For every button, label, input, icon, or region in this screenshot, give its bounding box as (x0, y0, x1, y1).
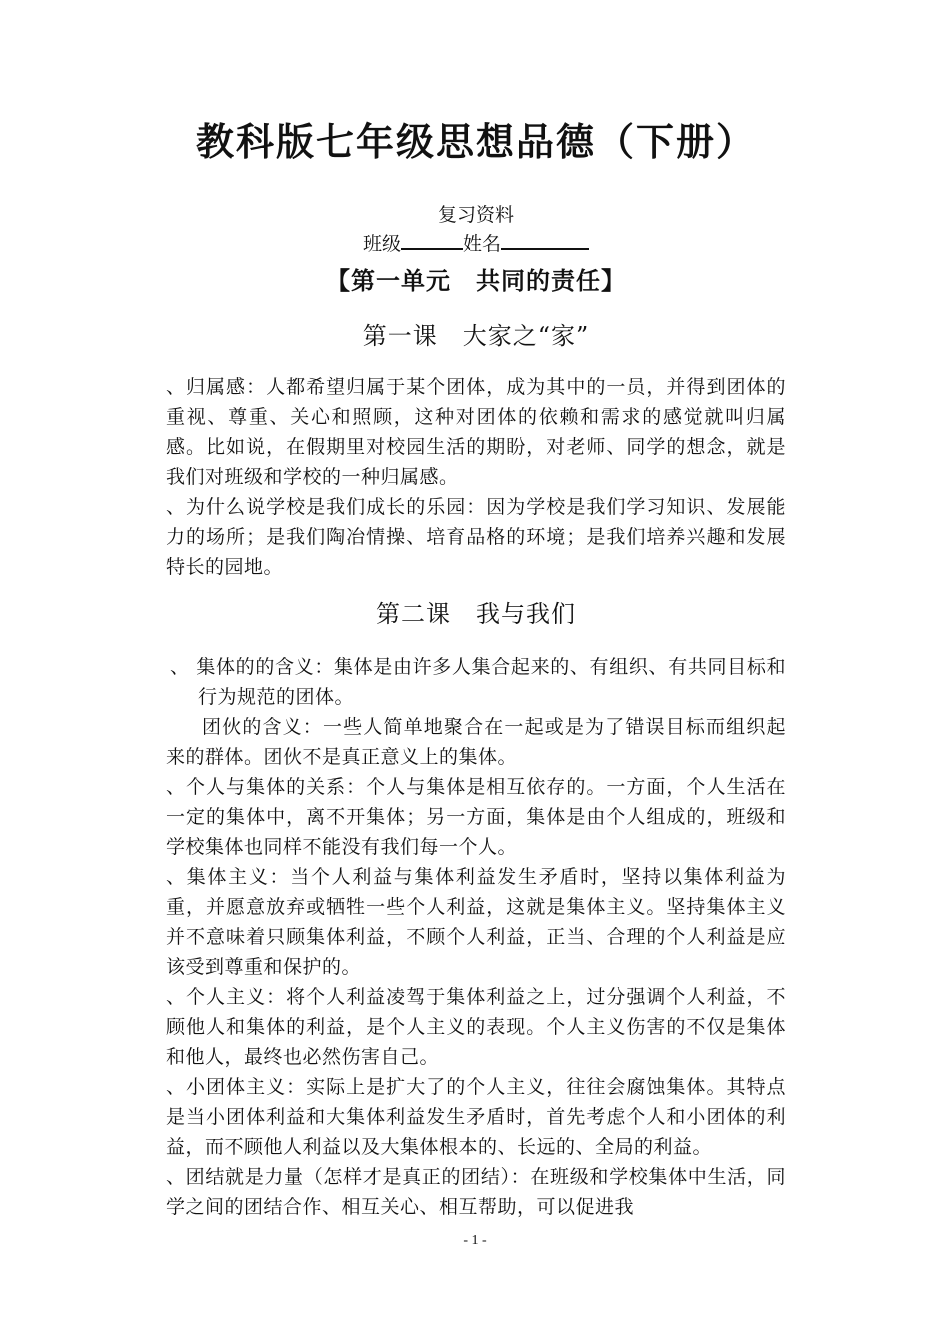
unit-heading: 【第一单元 共同的责任】 (326, 266, 626, 295)
lesson1-paragraph: 、归属感：人都希望归属于某个团体，成为其中的一员，并得到团体的重视、尊重、关心和照顾，这种对团体的依赖和需求的感觉就叫归属感。比如说，在假期里对校园生活的期盼，对老师、同学的想念，就是我们对班级和学校的一种归属感。 (166, 376, 786, 488)
lesson2-heading: 第二课 我与我们 (376, 600, 576, 628)
lesson2-paragraph: 、小团体主义：实际上是扩大了的个人主义，往往会腐蚀集体。其特点是当小团体利益和大集体利益发生矛盾时，首先考虑个人和小团体的利益，而不顾他人利益以及大集体根本的、长远的、全局的利益。 (166, 1076, 786, 1158)
lesson2-paragraph: 、团结就是力量（怎样才是真正的团结）：在班级和学校集体中生活，同学之间的团结合作、相互关心、相互帮助，可以促进我 (166, 1166, 786, 1218)
document-page (166, 118, 786, 1222)
document-title: 教科版七年级思想品德（下册） (195, 119, 756, 164)
class-blank (401, 228, 463, 250)
document-subtitle: 复习资料 (437, 204, 514, 226)
lesson2-paragraph: 、个人主义：将个人利益凌驾于集体利益之上，过分强调个人利益，不顾他人和集体的利益，是个人主义的表现。个人主义伤害的不仅是集体和他人，最终也必然伤害自己。 (166, 986, 786, 1068)
page-number: - 1 - (463, 1233, 487, 1248)
lesson2-paragraph: 团伙的含义：一些人简单地聚合在一起或是为了错误目标而组织起来的群体。团伙不是真正意义上的集体。 (166, 716, 786, 768)
lesson2-paragraph: 、 集体的的含义：集体是由许多人集合起来的、有组织、有共同目标和行为规范的团体。 (170, 656, 786, 708)
class-label: 班级 (362, 233, 401, 255)
lesson1-paragraph: 、为什么说学校是我们成长的乐园：因为学校是我们学习知识、发展能力的场所；是我们陶冶情操、培育品格的环境；是我们培养兴趣和发展特长的园地。 (166, 496, 786, 578)
lesson2-paragraph: 、集体主义：当个人利益与集体利益发生矛盾时，坚持以集体利益为重，并愿意放弃或牺牲一些个人利益，这就是集体主义。坚持集体主义并不意味着只顾集体利益，不顾个人利益，正当、合理的个人利益是应该受到尊重和保护的。 (166, 866, 786, 978)
lesson2-paragraph: 、个人与集体的关系：个人与集体是相互依存的。一方面，个人生活在一定的集体中，离不开集体；另一方面，集体是由个人组成的，班级和学校集体也同样不能没有我们每一个人。 (166, 776, 786, 858)
name-label: 姓名 (463, 233, 502, 255)
name-blank (501, 228, 589, 250)
lesson1-heading: 第一课 大家之“家” (362, 322, 590, 350)
class-name-line (166, 228, 786, 258)
